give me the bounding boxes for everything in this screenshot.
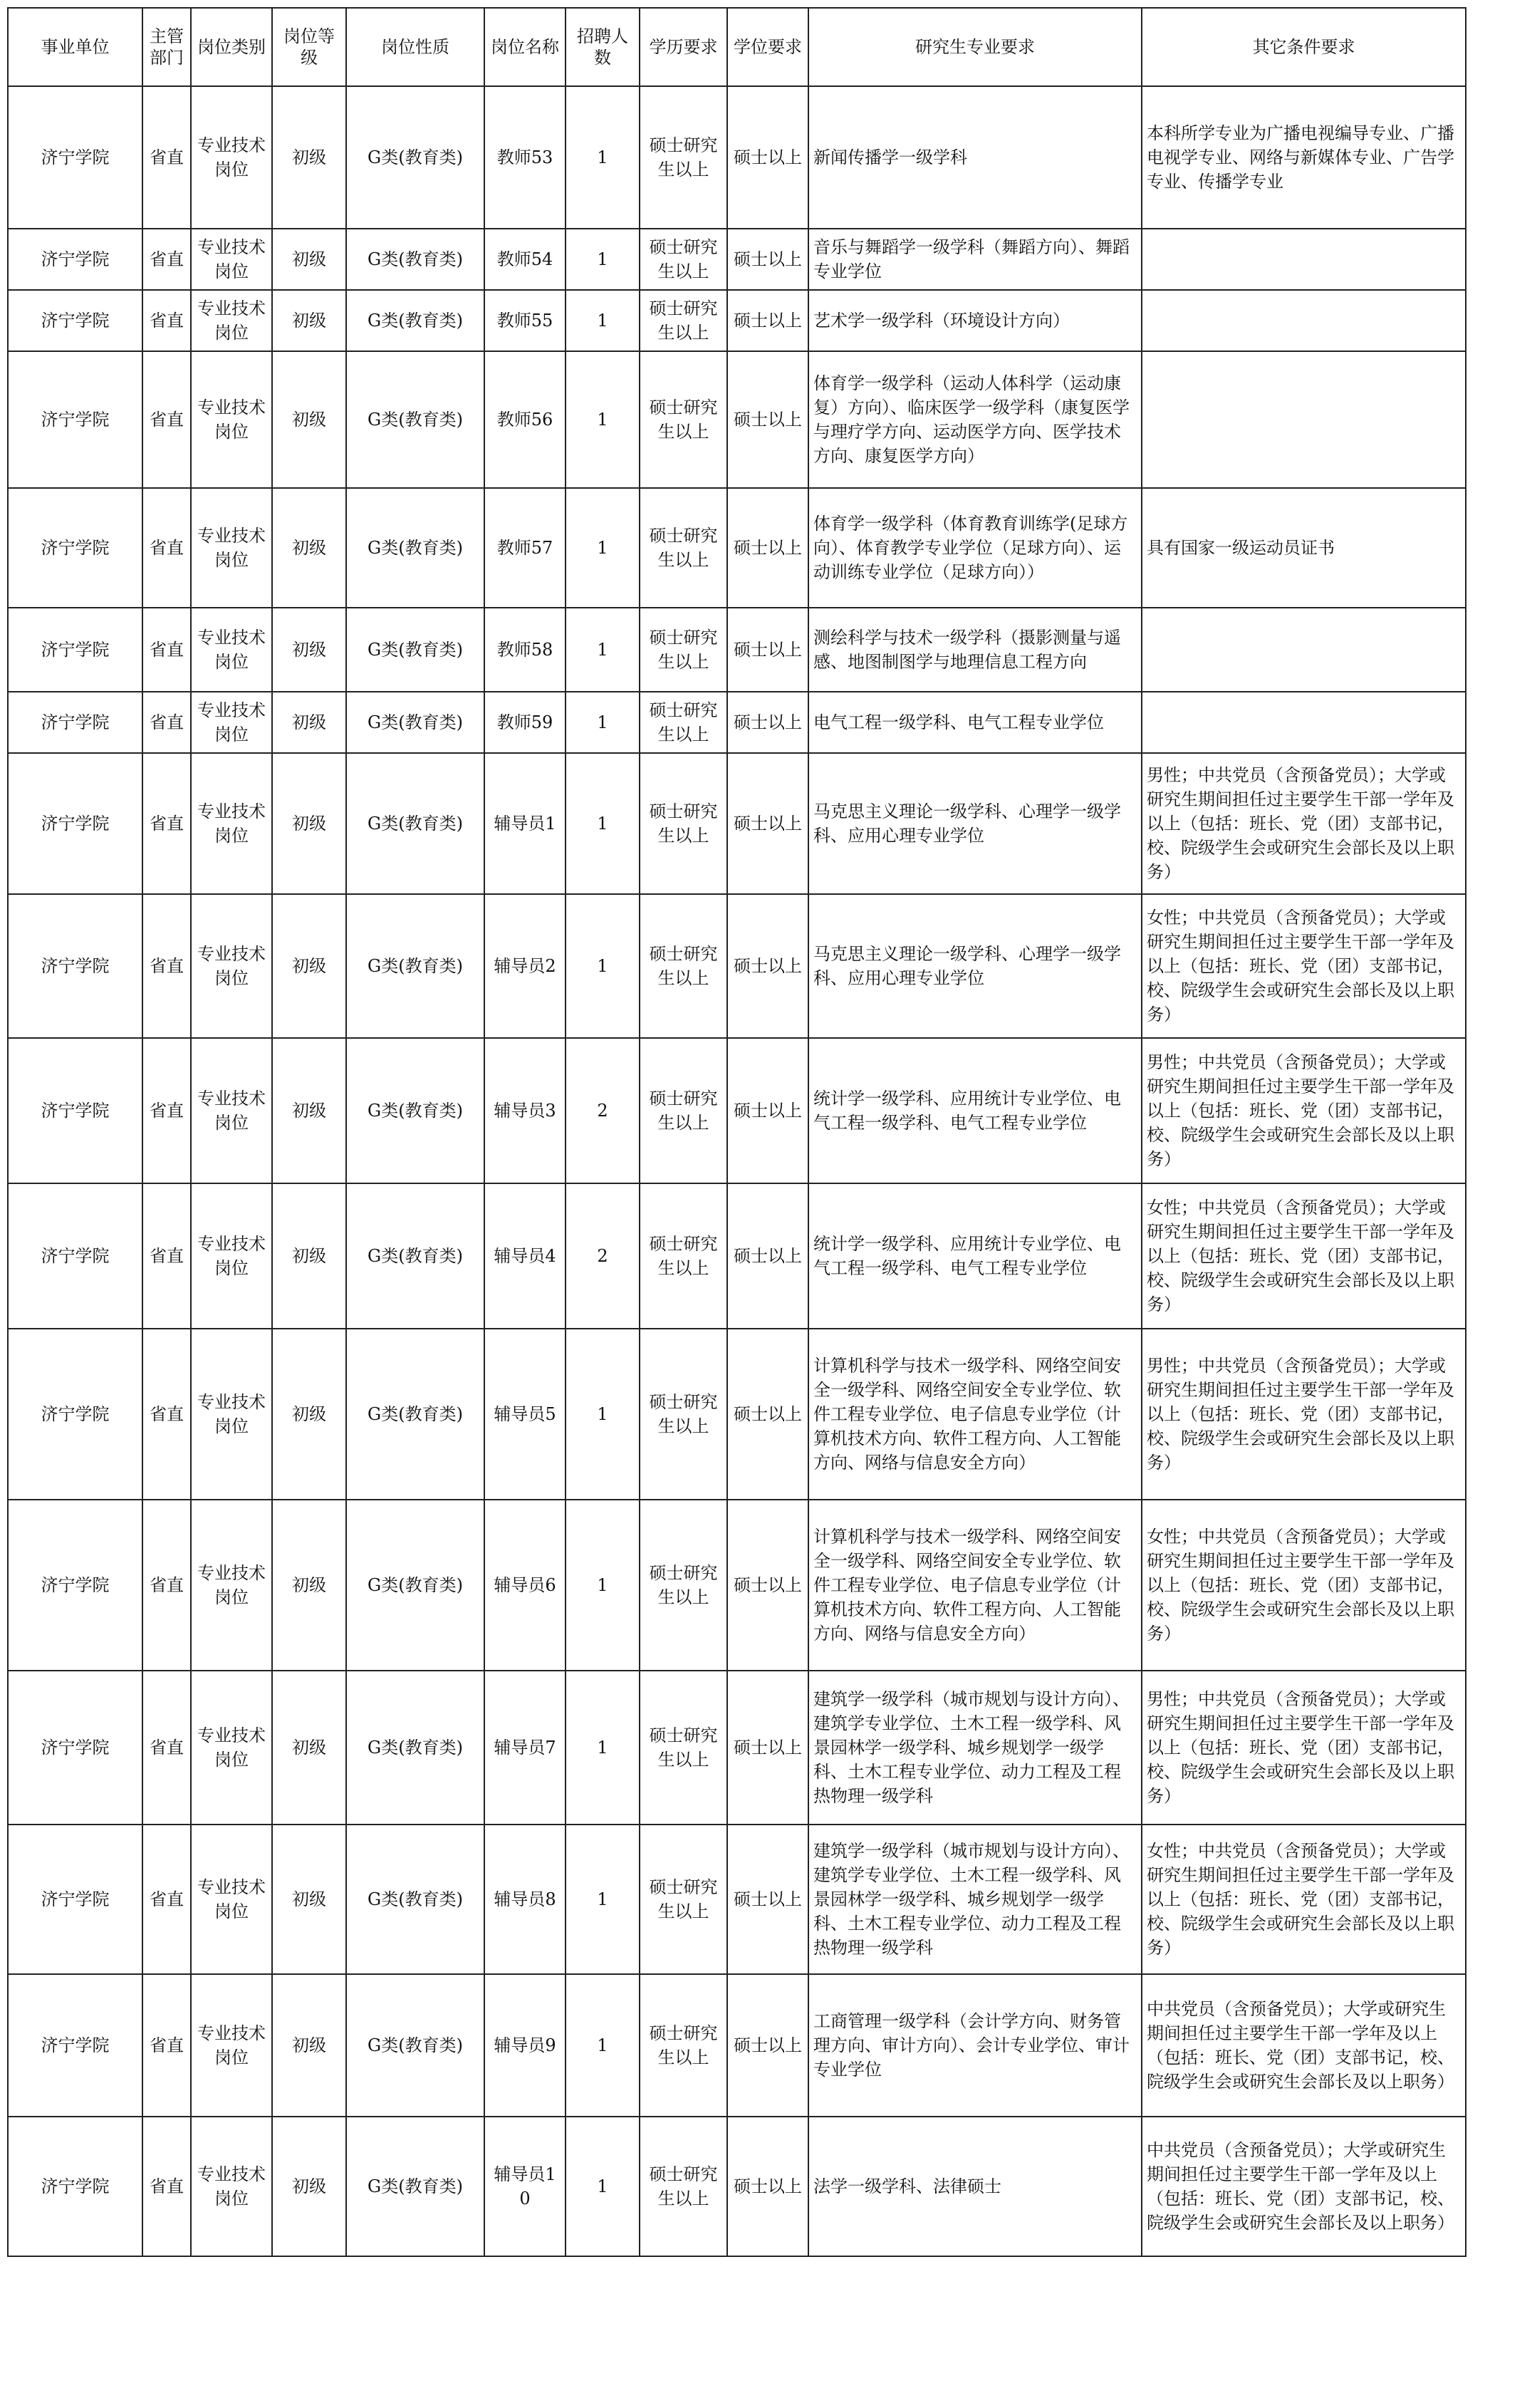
- cell-degree: 硕士以上: [727, 692, 808, 753]
- table-row: [8, 608, 1466, 692]
- cell-category: 专业技术岗位: [191, 290, 272, 351]
- cell-edu: 硕士研究生以上: [640, 692, 727, 753]
- cell-nature: G类(教育类): [346, 1183, 484, 1329]
- header-category: 岗位类别: [191, 8, 272, 86]
- cell-category: 专业技术岗位: [191, 894, 272, 1038]
- cell-degree: 硕士以上: [727, 86, 808, 229]
- cell-nature: G类(教育类): [346, 608, 484, 692]
- cell-other: 女性；中共党员（含预备党员）；大学或研究生期间担任过主要学生干部一学年及以上（包括：班长、党（团）支部书记，校、院级学生会或研究生会部长及以上职务）: [1142, 1183, 1466, 1329]
- cell-category: 专业技术岗位: [191, 86, 272, 229]
- table-row: [8, 1183, 1466, 1329]
- cell-major: 工商管理一级学科（会计学方向、财务管理方向、审计方向）、会计专业学位、审计专业学位: [808, 1974, 1142, 2117]
- cell-count: 1: [566, 1974, 640, 2117]
- cell-category: 专业技术岗位: [191, 229, 272, 290]
- cell-other: 女性；中共党员（含预备党员）；大学或研究生期间担任过主要学生干部一学年及以上（包括：班长、党（团）支部书记，校、院级学生会或研究生会部长及以上职务）: [1142, 894, 1466, 1038]
- cell-dept: 省直: [142, 753, 191, 894]
- cell-post-name: 教师53: [484, 86, 566, 229]
- cell-unit: 济宁学院: [8, 1671, 142, 1825]
- cell-unit: 济宁学院: [8, 1183, 142, 1329]
- cell-dept: 省直: [142, 1974, 191, 2117]
- cell-count: 1: [566, 692, 640, 753]
- cell-major: 计算机科学与技术一级学科、网络空间安全一级学科、网络空间安全专业学位、软件工程专业学位、电子信息专业学位（计算机技术方向、软件工程方向、人工智能方向、网络与信息安全方向）: [808, 1500, 1142, 1671]
- cell-major: 建筑学一级学科（城市规划与设计方向）、建筑学专业学位、土木工程一级学科、风景园林学一级学科、城乡规划学一级学科、土木工程专业学位、动力工程及工程热物理一级学科: [808, 1825, 1142, 1974]
- cell-other: 具有国家一级运动员证书: [1142, 488, 1466, 608]
- cell-degree: 硕士以上: [727, 1825, 808, 1974]
- cell-dept: 省直: [142, 1500, 191, 1671]
- cell-unit: 济宁学院: [8, 1974, 142, 2117]
- cell-category: 专业技术岗位: [191, 351, 272, 488]
- cell-category: 专业技术岗位: [191, 1500, 272, 1671]
- cell-post-name: 辅导员7: [484, 1671, 566, 1825]
- cell-count: 1: [566, 608, 640, 692]
- cell-degree: 硕士以上: [727, 1671, 808, 1825]
- cell-edu: 硕士研究生以上: [640, 1500, 727, 1671]
- cell-count: 2: [566, 1183, 640, 1329]
- cell-dept: 省直: [142, 488, 191, 608]
- table-row: [8, 1974, 1466, 2117]
- cell-dept: 省直: [142, 290, 191, 351]
- cell-degree: 硕士以上: [727, 1974, 808, 2117]
- cell-count: 1: [566, 290, 640, 351]
- cell-level: 初级: [272, 1974, 346, 2117]
- cell-other: [1142, 692, 1466, 753]
- cell-level: 初级: [272, 608, 346, 692]
- cell-post-name: 教师56: [484, 351, 566, 488]
- cell-category: 专业技术岗位: [191, 2117, 272, 2256]
- cell-major: 测绘科学与技术一级学科（摄影测量与遥感、地图制图学与地理信息工程方向: [808, 608, 1142, 692]
- cell-dept: 省直: [142, 351, 191, 488]
- cell-count: 1: [566, 488, 640, 608]
- cell-degree: 硕士以上: [727, 351, 808, 488]
- cell-nature: G类(教育类): [346, 488, 484, 608]
- cell-post-name: 辅导员10: [484, 2117, 566, 2256]
- cell-edu: 硕士研究生以上: [640, 1825, 727, 1974]
- cell-nature: G类(教育类): [346, 229, 484, 290]
- cell-unit: 济宁学院: [8, 86, 142, 229]
- cell-other: 女性；中共党员（含预备党员）；大学或研究生期间担任过主要学生干部一学年及以上（包括：班长、党（团）支部书记，校、院级学生会或研究生会部长及以上职务）: [1142, 1825, 1466, 1974]
- cell-category: 专业技术岗位: [191, 1974, 272, 2117]
- cell-nature: G类(教育类): [346, 1500, 484, 1671]
- cell-edu: 硕士研究生以上: [640, 86, 727, 229]
- cell-degree: 硕士以上: [727, 753, 808, 894]
- cell-edu: 硕士研究生以上: [640, 290, 727, 351]
- header-edu: 学历要求: [640, 8, 727, 86]
- cell-post-name: 教师59: [484, 692, 566, 753]
- cell-post-name: 辅导员3: [484, 1038, 566, 1183]
- cell-major: 体育学一级学科（运动人体科学（运动康复）方向）、临床医学一级学科（康复医学与理疗学方向、运动医学方向、医学技术方向、康复医学方向）: [808, 351, 1142, 488]
- cell-post-name: 辅导员6: [484, 1500, 566, 1671]
- cell-other: 女性；中共党员（含预备党员）；大学或研究生期间担任过主要学生干部一学年及以上（包括：班长、党（团）支部书记，校、院级学生会或研究生会部长及以上职务）: [1142, 1500, 1466, 1671]
- cell-nature: G类(教育类): [346, 753, 484, 894]
- cell-category: 专业技术岗位: [191, 1038, 272, 1183]
- cell-edu: 硕士研究生以上: [640, 351, 727, 488]
- cell-level: 初级: [272, 229, 346, 290]
- cell-edu: 硕士研究生以上: [640, 894, 727, 1038]
- cell-post-name: 辅导员5: [484, 1329, 566, 1500]
- header-level: 岗位等级: [272, 8, 346, 86]
- cell-edu: 硕士研究生以上: [640, 488, 727, 608]
- cell-major: 马克思主义理论一级学科、心理学一级学科、应用心理专业学位: [808, 894, 1142, 1038]
- cell-post-name: 辅导员1: [484, 753, 566, 894]
- cell-other: [1142, 229, 1466, 290]
- cell-degree: 硕士以上: [727, 2117, 808, 2256]
- cell-unit: 济宁学院: [8, 1825, 142, 1974]
- header-major: 研究生专业要求: [808, 8, 1142, 86]
- cell-post-name: 辅导员2: [484, 894, 566, 1038]
- cell-category: 专业技术岗位: [191, 1671, 272, 1825]
- cell-edu: 硕士研究生以上: [640, 1183, 727, 1329]
- cell-other: 中共党员（含预备党员）；大学或研究生期间担任过主要学生干部一学年及以上（包括：班长、党（团）支部书记，校、院级学生会或研究生会部长及以上职务）: [1142, 1974, 1466, 2117]
- cell-post-name: 辅导员4: [484, 1183, 566, 1329]
- cell-major: 艺术学一级学科（环境设计方向）: [808, 290, 1142, 351]
- cell-degree: 硕士以上: [727, 1183, 808, 1329]
- cell-count: 1: [566, 2117, 640, 2256]
- cell-level: 初级: [272, 290, 346, 351]
- cell-count: 1: [566, 1329, 640, 1500]
- header-row: [8, 8, 1466, 86]
- cell-degree: 硕士以上: [727, 290, 808, 351]
- cell-level: 初级: [272, 1671, 346, 1825]
- cell-level: 初级: [272, 1500, 346, 1671]
- cell-major: 计算机科学与技术一级学科、网络空间安全一级学科、网络空间安全专业学位、软件工程专业学位、电子信息专业学位（计算机技术方向、软件工程方向、人工智能方向、网络与信息安全方向）: [808, 1329, 1142, 1500]
- cell-other: 男性；中共党员（含预备党员）；大学或研究生期间担任过主要学生干部一学年及以上（包括：班长、党（团）支部书记，校、院级学生会或研究生会部长及以上职务）: [1142, 1038, 1466, 1183]
- cell-count: 1: [566, 86, 640, 229]
- cell-edu: 硕士研究生以上: [640, 229, 727, 290]
- cell-dept: 省直: [142, 1329, 191, 1500]
- cell-count: 1: [566, 753, 640, 894]
- cell-post-name: 教师55: [484, 290, 566, 351]
- cell-edu: 硕士研究生以上: [640, 753, 727, 894]
- cell-nature: G类(教育类): [346, 1329, 484, 1500]
- cell-count: 1: [566, 894, 640, 1038]
- table-row: [8, 753, 1466, 894]
- cell-level: 初级: [272, 894, 346, 1038]
- table-row: [8, 894, 1466, 1038]
- cell-major: 统计学一级学科、应用统计专业学位、电气工程一级学科、电气工程专业学位: [808, 1183, 1142, 1329]
- cell-count: 1: [566, 1825, 640, 1974]
- cell-unit: 济宁学院: [8, 1500, 142, 1671]
- header-degree: 学位要求: [727, 8, 808, 86]
- cell-nature: G类(教育类): [346, 1974, 484, 2117]
- cell-count: 1: [566, 1500, 640, 1671]
- cell-degree: 硕士以上: [727, 894, 808, 1038]
- table-row: [8, 1671, 1466, 1825]
- cell-other: 中共党员（含预备党员）；大学或研究生期间担任过主要学生干部一学年及以上（包括：班长、党（团）支部书记，校、院级学生会或研究生会部长及以上职务）: [1142, 2117, 1466, 2256]
- cell-other: 男性；中共党员（含预备党员）；大学或研究生期间担任过主要学生干部一学年及以上（包括：班长、党（团）支部书记，校、院级学生会或研究生会部长及以上职务）: [1142, 1329, 1466, 1500]
- cell-unit: 济宁学院: [8, 1329, 142, 1500]
- header-nature: 岗位性质: [346, 8, 484, 86]
- cell-other: 本科所学专业为广播电视编导专业、广播电视学专业、网络与新媒体专业、广告学专业、传播学专业: [1142, 86, 1466, 229]
- cell-major: 音乐与舞蹈学一级学科（舞蹈方向）、舞蹈专业学位: [808, 229, 1142, 290]
- cell-nature: G类(教育类): [346, 1038, 484, 1183]
- cell-category: 专业技术岗位: [191, 1183, 272, 1329]
- header-other: 其它条件要求: [1142, 8, 1466, 86]
- cell-degree: 硕士以上: [727, 229, 808, 290]
- cell-dept: 省直: [142, 1038, 191, 1183]
- cell-dept: 省直: [142, 229, 191, 290]
- table-row: [8, 86, 1466, 229]
- cell-unit: 济宁学院: [8, 692, 142, 753]
- cell-major: 建筑学一级学科（城市规划与设计方向）、建筑学专业学位、土木工程一级学科、风景园林学一级学科、城乡规划学一级学科、土木工程专业学位、动力工程及工程热物理一级学科: [808, 1671, 1142, 1825]
- cell-nature: G类(教育类): [346, 290, 484, 351]
- cell-major: 电气工程一级学科、电气工程专业学位: [808, 692, 1142, 753]
- cell-other: 男性；中共党员（含预备党员）；大学或研究生期间担任过主要学生干部一学年及以上（包括：班长、党（团）支部书记，校、院级学生会或研究生会部长及以上职务）: [1142, 1671, 1466, 1825]
- table-row: [8, 351, 1466, 488]
- cell-category: 专业技术岗位: [191, 488, 272, 608]
- cell-unit: 济宁学院: [8, 894, 142, 1038]
- cell-post-name: 教师58: [484, 608, 566, 692]
- cell-other: [1142, 351, 1466, 488]
- cell-unit: 济宁学院: [8, 488, 142, 608]
- cell-dept: 省直: [142, 894, 191, 1038]
- table-row: [8, 1500, 1466, 1671]
- table-row: [8, 229, 1466, 290]
- cell-category: 专业技术岗位: [191, 1825, 272, 1974]
- cell-edu: 硕士研究生以上: [640, 608, 727, 692]
- cell-post-name: 辅导员8: [484, 1825, 566, 1974]
- cell-unit: 济宁学院: [8, 2117, 142, 2256]
- cell-level: 初级: [272, 86, 346, 229]
- cell-level: 初级: [272, 692, 346, 753]
- cell-degree: 硕士以上: [727, 1038, 808, 1183]
- table-row: [8, 692, 1466, 753]
- table-row: [8, 1825, 1466, 1974]
- cell-level: 初级: [272, 1038, 346, 1183]
- cell-nature: G类(教育类): [346, 692, 484, 753]
- cell-count: 1: [566, 351, 640, 488]
- cell-level: 初级: [272, 1329, 346, 1500]
- table-row: [8, 2117, 1466, 2256]
- cell-other: 男性；中共党员（含预备党员）；大学或研究生期间担任过主要学生干部一学年及以上（包括：班长、党（团）支部书记，校、院级学生会或研究生会部长及以上职务）: [1142, 753, 1466, 894]
- cell-unit: 济宁学院: [8, 1038, 142, 1183]
- cell-major: 法学一级学科、法律硕士: [808, 2117, 1142, 2256]
- header-count: 招聘人数: [566, 8, 640, 86]
- table-row: [8, 488, 1466, 608]
- cell-count: 2: [566, 1038, 640, 1183]
- cell-degree: 硕士以上: [727, 488, 808, 608]
- cell-dept: 省直: [142, 1825, 191, 1974]
- cell-major: 马克思主义理论一级学科、心理学一级学科、应用心理专业学位: [808, 753, 1142, 894]
- cell-unit: 济宁学院: [8, 608, 142, 692]
- cell-level: 初级: [272, 1183, 346, 1329]
- cell-category: 专业技术岗位: [191, 608, 272, 692]
- cell-edu: 硕士研究生以上: [640, 1329, 727, 1500]
- cell-major: 体育学一级学科（体育教育训练学(足球方向）、体育教学专业学位（足球方向）、运动训练专业学位（足球方向））: [808, 488, 1142, 608]
- cell-nature: G类(教育类): [346, 351, 484, 488]
- cell-level: 初级: [272, 351, 346, 488]
- job-table: [7, 7, 1466, 2257]
- cell-count: 1: [566, 229, 640, 290]
- cell-unit: 济宁学院: [8, 290, 142, 351]
- cell-degree: 硕士以上: [727, 608, 808, 692]
- header-dept: 主管部门: [142, 8, 191, 86]
- table-row: [8, 1038, 1466, 1183]
- cell-nature: G类(教育类): [346, 1825, 484, 1974]
- cell-post-name: 教师57: [484, 488, 566, 608]
- cell-edu: 硕士研究生以上: [640, 1671, 727, 1825]
- cell-count: 1: [566, 1671, 640, 1825]
- cell-major: 新闻传播学一级学科: [808, 86, 1142, 229]
- cell-post-name: 辅导员9: [484, 1974, 566, 2117]
- cell-nature: G类(教育类): [346, 1671, 484, 1825]
- cell-nature: G类(教育类): [346, 86, 484, 229]
- cell-edu: 硕士研究生以上: [640, 1038, 727, 1183]
- cell-major: 统计学一级学科、应用统计专业学位、电气工程一级学科、电气工程专业学位: [808, 1038, 1142, 1183]
- cell-level: 初级: [272, 2117, 346, 2256]
- cell-unit: 济宁学院: [8, 351, 142, 488]
- cell-dept: 省直: [142, 86, 191, 229]
- cell-unit: 济宁学院: [8, 753, 142, 894]
- cell-other: [1142, 608, 1466, 692]
- cell-unit: 济宁学院: [8, 229, 142, 290]
- cell-category: 专业技术岗位: [191, 692, 272, 753]
- cell-dept: 省直: [142, 1671, 191, 1825]
- cell-nature: G类(教育类): [346, 894, 484, 1038]
- cell-dept: 省直: [142, 692, 191, 753]
- header-name: 岗位名称: [484, 8, 566, 86]
- cell-post-name: 教师54: [484, 229, 566, 290]
- cell-edu: 硕士研究生以上: [640, 2117, 727, 2256]
- table-row: [8, 1329, 1466, 1500]
- cell-level: 初级: [272, 753, 346, 894]
- cell-level: 初级: [272, 488, 346, 608]
- cell-level: 初级: [272, 1825, 346, 1974]
- cell-nature: G类(教育类): [346, 2117, 484, 2256]
- cell-dept: 省直: [142, 608, 191, 692]
- cell-degree: 硕士以上: [727, 1329, 808, 1500]
- cell-dept: 省直: [142, 1183, 191, 1329]
- cell-category: 专业技术岗位: [191, 753, 272, 894]
- cell-edu: 硕士研究生以上: [640, 1974, 727, 2117]
- header-unit: 事业单位: [8, 8, 142, 86]
- table-row: [8, 290, 1466, 351]
- cell-category: 专业技术岗位: [191, 1329, 272, 1500]
- cell-other: [1142, 290, 1466, 351]
- cell-degree: 硕士以上: [727, 1500, 808, 1671]
- cell-dept: 省直: [142, 2117, 191, 2256]
